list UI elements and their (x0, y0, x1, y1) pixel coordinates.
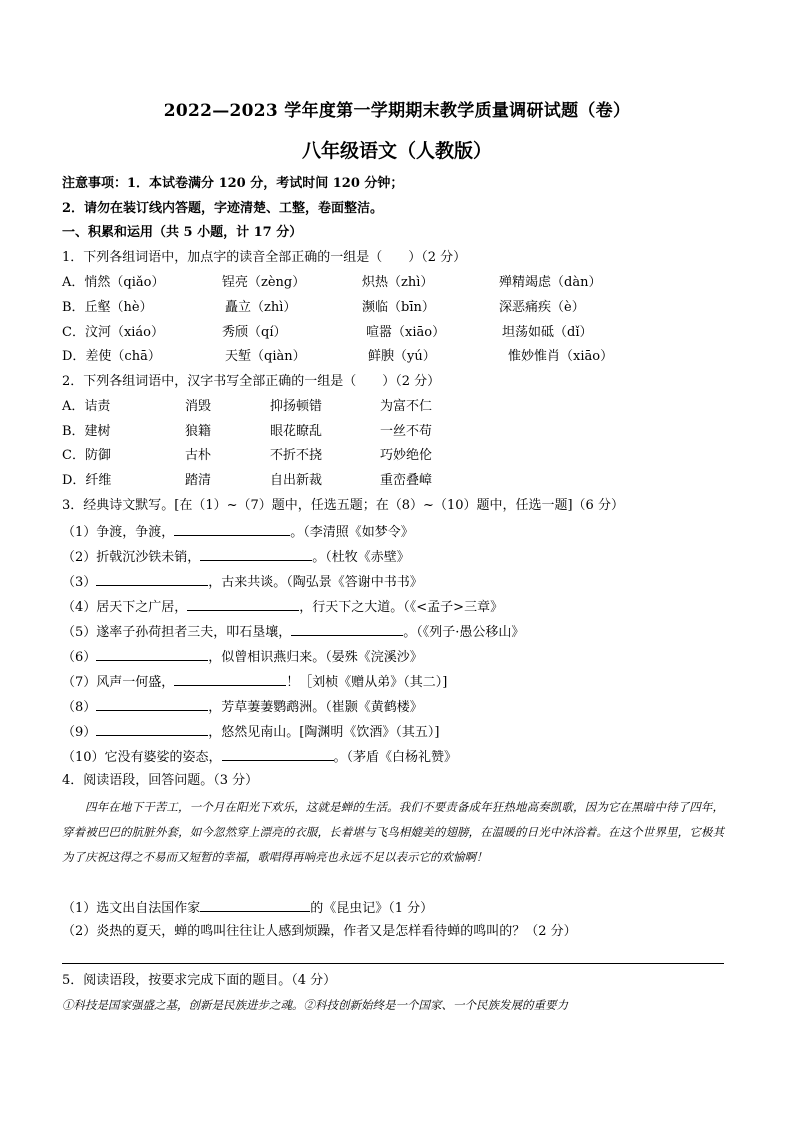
option-cell: D．纤维 (62, 473, 112, 488)
item-suffix: ，芳草萋萋鹦鹉洲。（崔颢《黄鹤楼》 (208, 700, 423, 715)
q3-item (62, 622, 524, 641)
option-cell: 矗立（zhì） (225, 300, 297, 315)
option-cell: 天堑（qiàn） (225, 349, 306, 364)
answer-blank[interactable] (96, 572, 208, 586)
q3-item (62, 697, 423, 716)
q3-item (62, 597, 503, 616)
item-suffix: 。（李清照《如梦令》 (290, 525, 414, 540)
option-cell: 消毁 (185, 399, 212, 414)
q4-sub-2: （2）炎热的夏天，蝉的鸣叫往往让人感到烦躁，作者又是怎样看待蝉的鸣叫的？（2 分） (62, 924, 577, 939)
q1-option-d (62, 348, 722, 365)
section-1-heading: 一、积累和运用（共 5 小题，计 17 分） (62, 225, 303, 240)
item-prefix: （3） (62, 575, 97, 590)
option-cell: 抑扬顿错 (270, 399, 323, 414)
option-cell: 喧嚣（xiāo） (366, 325, 446, 340)
option-cell: 深恶痛疾（è） (499, 300, 585, 315)
q2-option-b (62, 423, 722, 440)
q2-option-a (62, 398, 722, 415)
option-cell: A．悄然（qiǎo） (62, 275, 165, 290)
exam-title: 2022—2023 学年度第一学期期末教学质量调研试题（卷） (163, 101, 631, 121)
item-suffix: 的《昆虫记》（1 分） (310, 901, 434, 916)
option-cell: A．诘责 (62, 399, 111, 414)
item-prefix: （6） (62, 650, 97, 665)
q1-option-c (62, 324, 722, 341)
answer-blank[interactable] (200, 898, 310, 912)
q4-passage: 四年在地下干苦工，一个月在阳光下欢乐，这就是蝉的生活。我们不要责备成年狂热地高奏凯歌，因为它在黑暗中待了四年，穿着被巴巴的肮脏外套，如今忽然穿上漂亮的衣服，长着堪与飞鸟相媲美的翅膀，在温暖的日光中沐浴着。在这个世界里，它极其为了庆祝这得之不易而又短暂的幸福，歌唱得再响亮也永远不足以表示它的欢愉啊！ (62, 800, 724, 864)
q4-sub-1 (62, 898, 433, 917)
q1-option-a (62, 274, 722, 291)
item-prefix: （8） (62, 700, 97, 715)
option-cell: 坦荡如砥（dǐ） (502, 325, 593, 340)
q3-item (62, 522, 414, 541)
q5-passage: ①科技是国家强盛之基，创新是民族进步之魂。②科技创新始终是一个国家、一个民族发展的重要力 (62, 998, 568, 1012)
item-suffix: 。（茅盾《白杨礼赞》 (333, 750, 458, 765)
answer-blank[interactable] (200, 547, 312, 561)
item-suffix: ，行天下之大道。（《<孟子>三章》 (299, 600, 504, 615)
option-cell: 古朴 (185, 448, 212, 463)
item-prefix: （1）争渡，争渡， (62, 525, 175, 540)
option-cell: 濒临（bīn） (362, 300, 435, 315)
option-cell: 炽热（zhì） (362, 275, 434, 290)
q3-item (62, 672, 447, 691)
option-cell: 眼花瞭乱 (270, 424, 323, 439)
answer-blank[interactable] (96, 722, 208, 736)
option-cell: 不折不挠 (270, 448, 323, 463)
answer-blank[interactable] (187, 597, 299, 611)
q3-item (62, 647, 423, 666)
option-cell: 自出新裁 (270, 473, 323, 488)
option-cell: 一丝不苟 (380, 424, 433, 439)
option-cell: 锃亮（zèng） (222, 275, 306, 290)
answer-blank[interactable] (96, 647, 208, 661)
option-cell: C．汶河（xiáo） (62, 325, 165, 340)
q3-item (62, 747, 457, 766)
option-cell: 狼籍 (185, 424, 212, 439)
item-prefix: （9） (62, 725, 97, 740)
item-suffix: 。（杜牧《赤壁》 (312, 550, 410, 565)
option-cell: C．防御 (62, 448, 111, 463)
option-cell: 秀颀（qí） (222, 325, 287, 340)
item-prefix: （1）选文出自法国作家 (62, 901, 201, 916)
q1-stem: 1．下列各组词语中，加点字的读音全部正确的一组是（ ）（2 分） (62, 250, 467, 265)
answer-blank[interactable] (174, 522, 290, 536)
option-cell: 惟妙惟肖（xiāo） (508, 349, 614, 364)
option-cell: B．建树 (62, 424, 111, 439)
q4-stem: 4．阅读语段，回答问题。（3 分） (62, 773, 259, 788)
q2-option-d (62, 472, 722, 489)
item-suffix: ，似曾相识燕归来。（晏殊《浣溪沙》 (208, 650, 423, 665)
item-prefix: （7）风声一何盛， (62, 675, 175, 690)
notes-line-2: 2．请勿在装订线内答题，字迹清楚、工整，卷面整洁。 (62, 201, 384, 216)
item-prefix: （10）它没有婆娑的姿态， (62, 750, 222, 765)
option-cell: B．丘壑（hè） (62, 300, 153, 315)
q3-item (62, 572, 423, 591)
option-cell: 为富不仁 (380, 399, 433, 414)
q3-item (62, 547, 410, 566)
item-suffix: ，悠然见南山。[陶渊明《饮酒》（其五）] (208, 725, 440, 740)
q2-stem: 2．下列各组词语中，汉字书写全部正确的一组是（ ）（2 分） (62, 374, 441, 389)
option-cell: 踏清 (185, 473, 212, 488)
q5-stem: 5．阅读语段，按要求完成下面的题目。（4 分） (62, 973, 337, 988)
option-cell: 殚精竭虑（dàn） (499, 275, 602, 290)
option-cell: 鲜腴（yú） (368, 349, 436, 364)
option-cell: 重峦叠嶂 (380, 473, 433, 488)
q3-item (62, 722, 439, 741)
option-cell: D．差使（chā） (62, 349, 161, 364)
item-suffix: ，古来共谈。（陶弘景《答谢中书书》 (208, 575, 423, 590)
item-prefix: （4）居天下之广居， (62, 600, 188, 615)
answer-blank[interactable] (96, 697, 208, 711)
item-suffix: 。（《列子·愚公移山》 (403, 625, 525, 640)
item-suffix: ！［刘桢《赠从弟》（其二）] (286, 675, 448, 690)
option-cell: 巧妙绝伦 (380, 448, 433, 463)
q2-option-c (62, 447, 722, 464)
answer-blank[interactable] (174, 672, 286, 686)
item-prefix: （5）遂率子孙荷担者三夫，叩石垦壤， (62, 625, 292, 640)
item-prefix: （2）折戟沉沙铁未销， (62, 550, 201, 565)
answer-blank[interactable] (291, 622, 403, 636)
answer-blank[interactable] (222, 747, 334, 761)
divider-line (62, 963, 724, 964)
exam-subtitle: 八年级语文（人教版） (301, 140, 492, 162)
notes-line-1: 注意事项：1．本试卷满分 120 分，考试时间 120 分钟； (62, 176, 404, 191)
q1-option-b (62, 299, 722, 316)
q3-stem: 3．经典诗文默写。[在（1）~（7）题中，任选五题；在（8）~（10）题中，任选一题]（6 分） (62, 498, 624, 513)
